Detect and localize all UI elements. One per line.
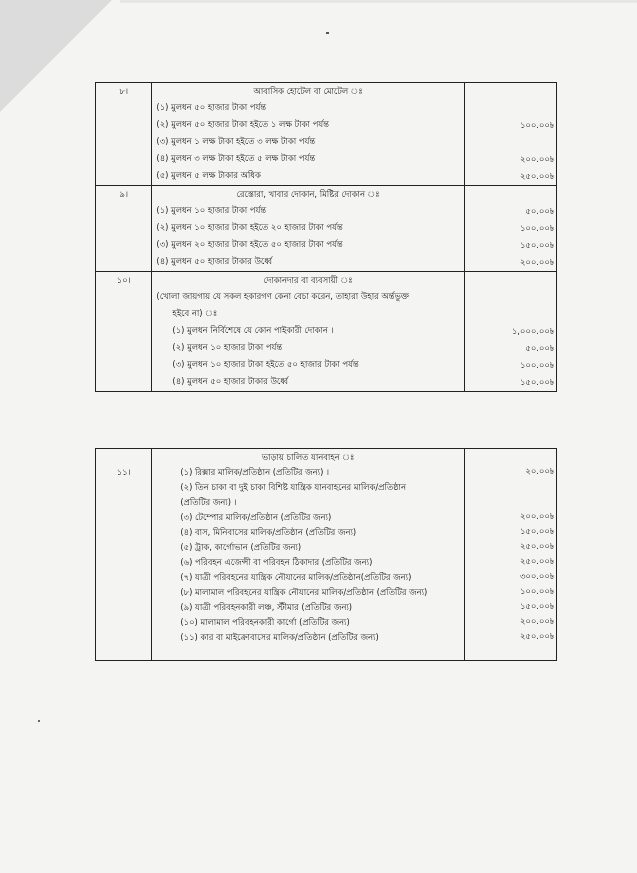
section-title: ভাড়ায় চালিত যানবাহন ঃ <box>261 452 355 462</box>
section-note: হইবে না) ঃ <box>172 308 218 318</box>
amount: ১৫০.০০৳ <box>519 377 554 387</box>
amount: ১৫০.০০৳ <box>519 240 554 250</box>
list-item: (৩) মুলধন ২০ হাজার টাকা হইতে ৫০ হাজার টাকা পর্যন্ত <box>156 239 343 249</box>
table-row-section-8 <box>96 83 557 186</box>
list-item: (৪) মুলধন ৩ লক্ষ টাকা হইতে ৫ লক্ষ টাকা পর্যন্ত <box>156 153 316 163</box>
amount: ১,০০০.০০৳ <box>511 326 554 336</box>
table-row-section-10 <box>96 272 557 392</box>
serial-number: ১০। <box>96 272 152 392</box>
fee-table-lower <box>95 448 557 661</box>
list-item: (৪) মুলধন ৫০ হাজার টাকার উর্ধ্বে <box>156 256 273 266</box>
amount: ১০০.০০৳ <box>519 120 554 130</box>
list-item: (১) মুলধন ১০ হাজার টাকা পর্যন্ত <box>156 205 267 215</box>
list-item: (৩) টেম্পোর মালিক/প্রতিষ্ঠান (প্রতিটির জন্য) <box>180 512 332 522</box>
ink-speck <box>38 720 40 722</box>
list-item: (৭) যাত্রী পরিবহনের যান্ত্রিক নৌযানের মালিক/প্রতিষ্ঠান(প্রতিটির জন্য) <box>180 572 412 582</box>
list-item: (৯) যাত্রী পরিবহনকারী লঞ্চ, স্টীমার (প্রতিটির জন্য) <box>180 602 353 612</box>
list-item: (২) মুলধন ১০ হাজার টাকা পর্যন্ত <box>172 342 283 352</box>
amount: ২০০.০০৳ <box>519 257 554 267</box>
list-item: (৬) পরিবহন এজেন্সী বা পরিবহন ঠিকাদার (প্রতিটির জন্য) <box>180 557 373 567</box>
amount: ১০০.০০৳ <box>519 360 554 370</box>
list-item: (৪) বাস, মিনিবাসের মালিক/প্রতিষ্ঠান (প্রতিটির জন্য) <box>180 527 357 537</box>
section-note: (খোলা জায়গায় যে সকল হকারগণ কেনা বেচা করেন, তাহারা উহার অর্ন্তভুক্ত <box>156 291 409 301</box>
fee-table-upper <box>95 82 557 392</box>
section-description <box>152 186 464 272</box>
amount: ২৫০.০০৳ <box>519 171 554 181</box>
amount: ২৫০.০০৳ <box>519 541 554 551</box>
list-item: (৪) মুলধন ৫০ হাজার টাকার উর্ধ্বে <box>172 376 289 386</box>
section-title: আবাসিক হোটেল বা মোটেল ঃ <box>253 86 363 96</box>
amount: ২০০.০০৳ <box>519 154 554 164</box>
list-item: (৫) মুলধন ৫ লক্ষ টাকার অধিক <box>156 170 261 180</box>
list-item: (১) মুলধন নির্বিশেষে যে কোন পাইকারী দোকান । <box>172 325 334 335</box>
list-item: (২) তিন চাকা বা দুই চাকা বিশিষ্ট যান্ত্রিক যানবাহনের মালিক/প্রতিষ্ঠান <box>180 482 406 492</box>
amount: ১০০.০০৳ <box>519 586 554 596</box>
list-item: (১) রিক্সার মালিক/প্রতিষ্ঠান (প্রতিটির জন্য) । <box>180 467 330 477</box>
paper-edge <box>120 0 637 3</box>
amount: ৫০.০০৳ <box>525 206 554 216</box>
section-description <box>152 272 464 392</box>
section-description <box>152 83 464 186</box>
amount-column <box>464 186 556 272</box>
serial-number: ১১। <box>96 449 152 661</box>
section-title: রেস্তোরা, খাবার দোকান, মিষ্টির দোকান ঃ <box>236 189 380 199</box>
serial-number: ৮। <box>96 83 152 186</box>
amount: ২৫০.০০৳ <box>519 631 554 641</box>
list-item: (৫) ট্রাক, কার্গোভান (প্রতিটির জন্য) <box>180 542 302 552</box>
amount-column <box>464 449 556 661</box>
section-title: দোকানদার বা ব্যবসায়ী ঃ <box>263 275 353 285</box>
amount: ২০০.০০৳ <box>519 511 554 521</box>
table-row-section-11 <box>96 449 557 661</box>
list-item: (২) মুলধন ১০ হাজার টাকা হইতে ২০ হাজার টাকা পর্যন্ত <box>156 222 343 232</box>
list-item: (১০) মালামাল পরিবহনকারী কার্গো (প্রতিটির জন্য) <box>180 617 350 627</box>
list-item: (৩) মুলধন ১ লক্ষ টাকা হইতে ৩ লক্ষ টাকা পর্যন্ত <box>156 136 316 146</box>
amount-column <box>464 272 556 392</box>
amount: ১৫০.০০৳ <box>519 601 554 611</box>
section-description <box>152 449 464 661</box>
list-item: (৮) মালামাল পরিবহনের যান্ত্রিক নৌযানের মালিক/প্রতিষ্ঠান (প্রতিটির জন্য) <box>180 587 428 597</box>
amount: ১০০.০০৳ <box>519 223 554 233</box>
list-item: (১১) কার বা মাইক্রোবাসের মালিক/প্রতিষ্ঠান (প্রতিটির জন্য) <box>180 632 379 642</box>
amount-column <box>464 83 556 186</box>
list-item: (প্রতিটির জন্য) । <box>180 497 237 507</box>
amount: ২৫০.০০৳ <box>519 556 554 566</box>
list-item: (১) মুলধন ৫০ হাজার টাকা পর্যন্ত <box>156 102 267 112</box>
amount: ২০০.০০৳ <box>519 616 554 626</box>
ink-speck <box>326 32 329 34</box>
list-item: (৩) মুলধন ১০ হাজার টাকা হইতে ৫০ হাজার টাকা পর্যন্ত <box>172 359 359 369</box>
amount: ৫০.০০৳ <box>525 343 554 353</box>
table-row-section-9 <box>96 186 557 272</box>
amount: ১৫০.০০৳ <box>519 526 554 536</box>
amount: ২০.০০৳ <box>525 466 554 476</box>
serial-number: ৯। <box>96 186 152 272</box>
list-item: (২) মুলধন ৫০ হাজার টাকা হইতে ১ লক্ষ টাকা পর্যন্ত <box>156 119 329 129</box>
amount: ৩০০.০০৳ <box>519 571 554 581</box>
